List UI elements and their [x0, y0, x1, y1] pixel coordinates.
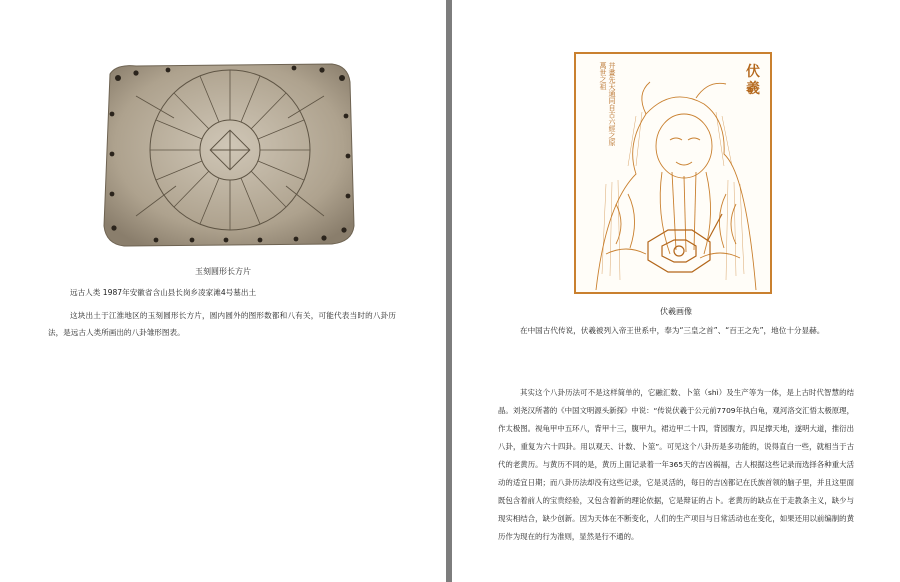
body-paragraph: 这块出土于江淮地区的玉刻圆形长方片，圆内圆外的图形数都和八有关，可能代表当时的八卦历法，是远古人类所画出的八卦雏形图表。	[48, 311, 396, 337]
fuxi-portrait-image	[574, 52, 772, 294]
figure-caption: 玉刻圆形长方片	[195, 267, 251, 276]
portrait-inscription: 井畫先天通同自古六經之原萬世之祖	[599, 62, 616, 146]
source-line: 远古人类 1987年安徽省含山县长岗乡凌家滩4号墓出土	[70, 288, 257, 297]
body-paragraph-2: 其实这个八卦历法可不是这样简单的，它融汇数、卜筮（shì）及生产等为一体，是上古时代智慧的结晶。刘尧汉所著的《中国文明源头新探》中说：“传说伏羲于公元前7709年执白龟，观河洛交汇悟太极原理，作太极图。视龟甲中五环八，背甲十三，腹甲九，裙边甲二十四，背园腹方，四足撑天地，遂明大道，推衍出八卦，重复为六十四卦。用以观天、计数、卜筮”。可见这个八卦历是多功能的，说得直白一些，就相当于古代的老黄历。与黄历不同的是，黄历上面记录着一年365天的吉凶祸福，古人根据这些记录而选择各种重大活动的适宜日期；而八卦历法却没有这些记录，它是灵活的，每日的吉凶都记在氏族首领的脑子里，并且这里面既包含着前人的宝贵经验，又包含着新的理论依据，它是辩证的占卜。老黄历的缺点在于走教条主义，缺少与现实相结合，缺少创新。因为天体在不断变化，人们的生产项目与日常活动也在变化，如果还用以前编制的黄历作为现在的行为准则，显然是行不通的。	[498, 388, 854, 541]
body-paragraph-1: 在中国古代传说，伏羲被列入帝王世系中，奉为“三皇之首”、“百王之先”，地位十分显赫。	[520, 326, 825, 335]
portrait-title: 伏羲	[746, 64, 760, 97]
jade-tablet-drawing	[96, 56, 358, 252]
figure-caption: 伏羲画像	[660, 307, 692, 316]
jade-tablet-image	[96, 56, 358, 252]
right-page	[452, 0, 900, 582]
left-page	[0, 0, 446, 582]
